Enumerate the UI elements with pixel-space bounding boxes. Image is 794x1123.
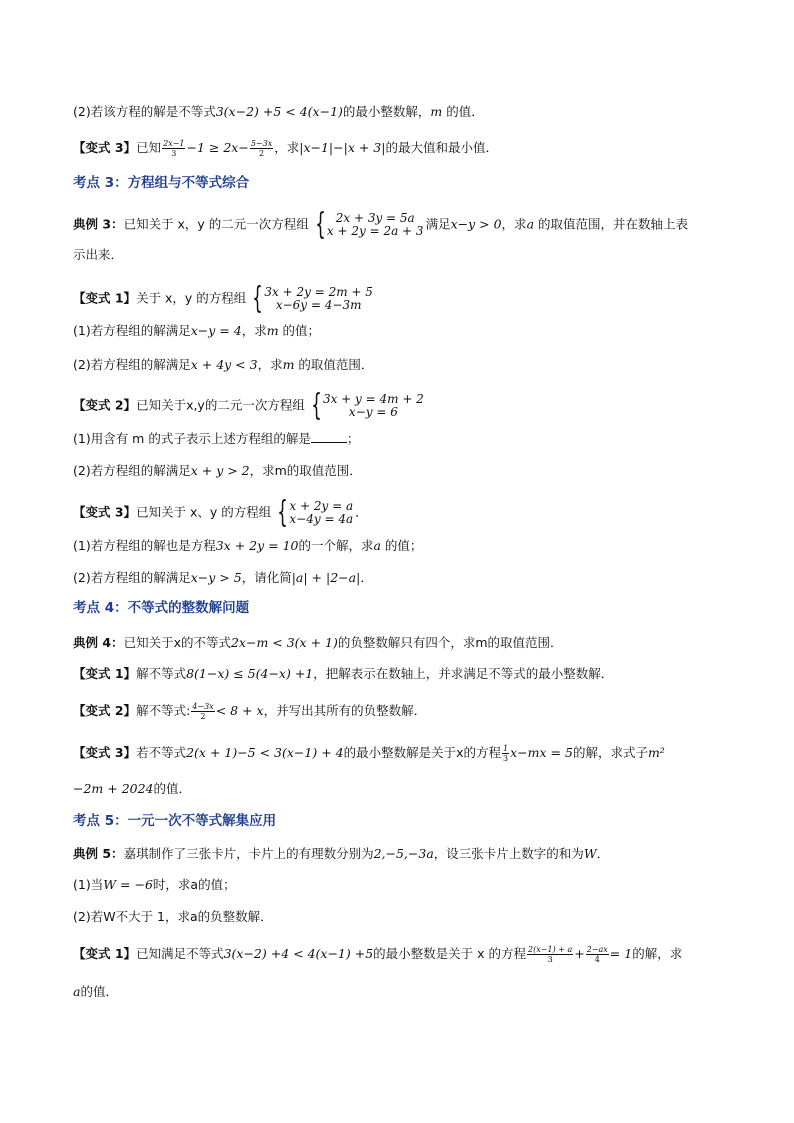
math-expression: x−y = 4 [190, 323, 242, 338]
text: ． [360, 570, 373, 585]
text: 满足 [425, 216, 451, 232]
section-heading-5: 考点 5：一元一次不等式解集应用 [73, 813, 277, 829]
text: 已知关于x,y的二元一次方程组 [136, 397, 305, 413]
text: 的最小整数解是关于x的方程 [343, 745, 502, 760]
section-heading-4: 考点 4：不等式的整数解问题 [73, 600, 250, 616]
variant-3-line [73, 744, 665, 763]
brace-icon: { [311, 388, 322, 423]
text: 的负整数解只有四个，求m的取值范围． [337, 635, 563, 650]
text: ，求 [241, 323, 267, 338]
fraction [502, 744, 509, 763]
fraction-denominator: 3 [547, 955, 553, 964]
equation: 3x + 2y = 2m + 5 [264, 285, 373, 299]
fraction-numerator: 5−3x [250, 139, 273, 148]
math-expression: x−y > 5 [190, 570, 242, 585]
fraction-denominator: 2 [258, 149, 265, 158]
variant-1-line [73, 945, 682, 964]
text: ，求m的取值范围． [249, 463, 362, 478]
text: 已知关于 x、y 的方程组 [136, 504, 272, 520]
text: ，求 [274, 140, 300, 155]
text: (1)若方程组的解也是方程 [73, 538, 216, 553]
variant-tag: 【变式 1】 [73, 666, 137, 681]
math-variable: m [430, 104, 443, 119]
equation: x + 2y = 2a + 3 [326, 224, 424, 238]
variant-3-line [73, 495, 368, 530]
text: 的取值范围． [294, 357, 374, 372]
equation-system [248, 281, 373, 316]
fraction [586, 945, 609, 964]
text: ； [346, 431, 360, 446]
text: 的值． [442, 104, 484, 119]
text: 若不等式 [136, 745, 187, 760]
brace-icon: { [315, 207, 326, 242]
sub-question-2 [73, 356, 373, 374]
fraction-numerator: 1 [503, 744, 509, 753]
fraction [250, 139, 273, 158]
text: 已知关于x的不等式 [123, 635, 231, 650]
equation: x + 2y = a [289, 499, 354, 513]
variant-2-line [73, 702, 426, 721]
example-4-line [73, 634, 563, 652]
equation: 2x + 3y = 5a [335, 211, 415, 225]
math-operator: + [574, 946, 585, 961]
text: 的最小整数解， [342, 104, 431, 119]
text: ，求 [501, 216, 527, 232]
equation: x−4y = 4a [289, 512, 354, 526]
text: 解不等式 [136, 666, 187, 681]
example-5-line [73, 845, 609, 863]
equation: x−6y = 4−3m [275, 298, 362, 312]
fraction-denominator: 3 [171, 149, 177, 158]
text: (1)当 [73, 877, 104, 892]
text: 的解，求式子 [572, 745, 648, 760]
text: 的取值范围，并在数轴上表 [534, 216, 688, 232]
text: 已知关于 x，y 的二元一次方程组 [123, 216, 309, 232]
fraction-denominator: 3 [503, 754, 509, 763]
text: 时，求a的值； [152, 877, 236, 892]
variant-tag: 【变式 3】 [73, 140, 137, 155]
variant-3-line [73, 139, 498, 158]
math-expression: W = −6 [103, 877, 153, 892]
equations [323, 393, 424, 419]
math-expression: x−y > 0 [450, 216, 502, 232]
text: 的值． [153, 781, 192, 796]
math-variable: m [282, 357, 295, 372]
text: (2)若方程组的解满足 [73, 570, 191, 585]
sub-question-1 [73, 322, 320, 340]
text: ，并写出其所有的负整数解． [263, 703, 427, 718]
text: (2)若W不大于 1，求a的负整数解． [73, 909, 273, 924]
text: 已知满足不等式 [136, 946, 224, 961]
text: 的解，求 [632, 946, 683, 961]
text: 解不等式: [136, 703, 191, 718]
text: (2)若该方程的解是不等式 [73, 104, 216, 119]
sub-question-1 [73, 430, 359, 448]
example-tag: 典例 4： [73, 635, 124, 650]
sub-question-1 [73, 876, 236, 894]
variant-tag: 【变式 2】 [73, 397, 137, 413]
fraction [527, 945, 573, 964]
equations [327, 212, 424, 238]
math-variable: m [266, 323, 279, 338]
math-expression: 2x−m < 3(x + 1) [230, 635, 338, 650]
text: 的值； [278, 323, 321, 338]
example-3-line [73, 207, 688, 242]
variant-3-continuation [73, 780, 191, 798]
text: 关于 x，y 的方程组 [136, 290, 247, 306]
text: 嘉琪制作了三张卡片，卡片上的有理数分别为 [123, 846, 374, 861]
text: (2)若方程组的解满足 [73, 357, 191, 372]
text: ． [355, 504, 368, 520]
equations [264, 286, 373, 312]
math-expression: 2(x + 1)−5 < 3(x−1) + 4 [186, 745, 344, 760]
math-expression: < 8 + x [215, 703, 264, 718]
text: 的值； [380, 538, 423, 553]
math-variable: a [526, 216, 535, 232]
math-expression: 3(x−2) +5 < 4(x−1) [215, 104, 343, 119]
math-variable: a [73, 984, 81, 999]
text: (1)用含有 m 的式子表示上述方程组的解是 [73, 431, 311, 446]
variant-1-continuation [73, 983, 118, 1001]
sub-question-2 [73, 569, 373, 587]
math-expression: = 1 [609, 946, 633, 961]
text: ，设三张卡片上数字的和为 [433, 846, 584, 861]
text: 的值． [80, 984, 118, 999]
text: ，请化简 [241, 570, 292, 585]
math-expression: |x−1|−|x + 3| [299, 140, 386, 155]
text: ，求 [257, 357, 283, 372]
variant-tag: 【变式 1】 [73, 946, 137, 961]
math-expression: m² [647, 745, 665, 760]
text: (2)若方程组的解满足 [73, 463, 191, 478]
section-heading-3: 考点 3：方程组与不等式综合 [73, 175, 250, 191]
fraction [162, 139, 185, 158]
variant-1-line [73, 281, 375, 316]
brace-icon: { [277, 495, 289, 530]
math-expression: −2m + 2024 [73, 781, 154, 796]
text: 已知 [136, 140, 162, 155]
equation-system [307, 388, 424, 423]
answer-blank[interactable] [311, 430, 347, 443]
brace-icon: { [252, 281, 264, 316]
fraction-numerator: 2−ax [586, 945, 608, 954]
example-3-continuation: 示出来． [73, 247, 124, 262]
sub-question-2 [73, 908, 273, 926]
fraction-numerator: 4−3x [192, 702, 214, 711]
fraction-denominator: 4 [594, 955, 600, 964]
fraction-numerator: 2(x−1) + a [528, 945, 573, 954]
variant-tag: 【变式 3】 [73, 504, 137, 520]
equation: 3x + y = 4m + 2 [322, 392, 424, 406]
fraction-numerator: 2x−1 [163, 139, 185, 148]
equation-system [273, 495, 354, 530]
variant-1-line [73, 665, 613, 683]
math-expression: x + 4y < 3 [190, 357, 258, 372]
fraction-denominator: 2 [200, 712, 206, 721]
variant-tag: 【变式 1】 [73, 290, 137, 306]
math-expression: x + y > 2 [190, 463, 250, 478]
problem-line-1 [73, 103, 484, 121]
sub-question-1 [73, 537, 422, 555]
math-variable: W [583, 846, 597, 861]
math-expression: x−mx = 5 [510, 745, 573, 760]
math-expression: 3x + 2y = 10 [215, 538, 299, 553]
sub-question-2 [73, 462, 362, 480]
text: ，把解表示在数轴上，并求满足不等式的最小整数解． [313, 666, 614, 681]
example-tag: 典例 3： [73, 216, 124, 232]
equation-system [311, 207, 424, 242]
text: 的最小整数是关于 x 的方程 [373, 946, 527, 961]
text: (1)若方程组的解满足 [73, 323, 191, 338]
example-tag: 典例 5： [73, 846, 124, 861]
text: ． [596, 846, 610, 861]
text: 的一个解，求 [298, 538, 374, 553]
variant-tag: 【变式 3】 [73, 745, 137, 760]
equation: x−y = 6 [348, 405, 398, 419]
math-expression: 3(x−2) +4 < 4(x−1) +5 [223, 946, 374, 961]
text: 的最大值和最小值． [385, 140, 498, 155]
variant-2-line [73, 388, 426, 423]
math-expression: 2,−5,−3a [373, 846, 434, 861]
fraction [191, 702, 214, 721]
math-expression: 8(1−x) ≤ 5(4−x) +1 [186, 666, 314, 681]
equations [289, 500, 353, 526]
math-variable: a [373, 538, 381, 553]
math-expression: −1 ≥ 2x− [186, 140, 249, 155]
math-expression: |a| + |2−a| [291, 570, 361, 585]
variant-tag: 【变式 2】 [73, 703, 137, 718]
